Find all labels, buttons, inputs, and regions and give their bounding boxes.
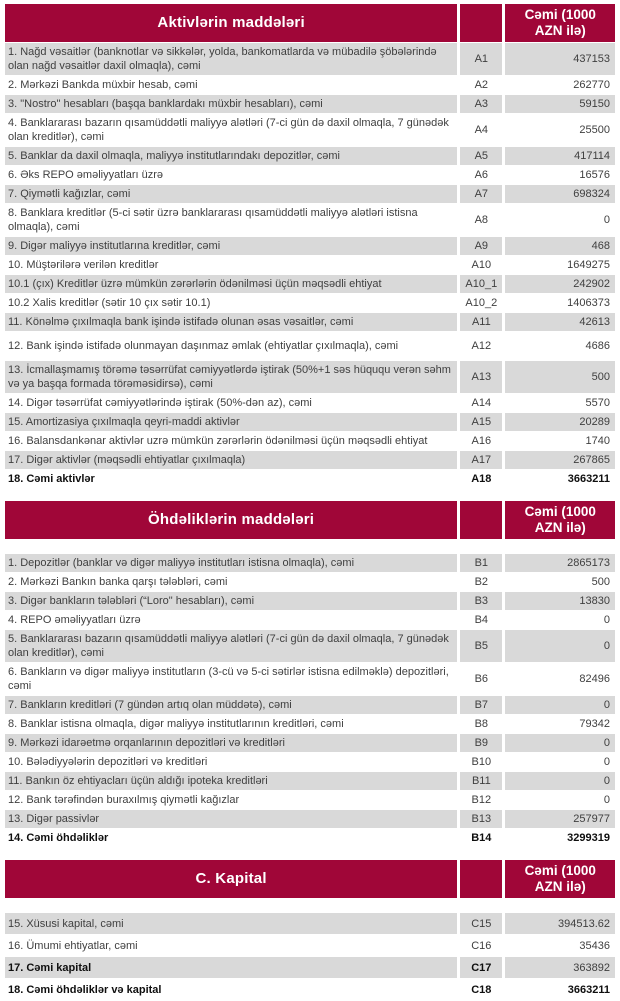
table-row [5, 114, 615, 146]
row-value: 1740 [505, 432, 615, 450]
section-table-liabilities [2, 500, 618, 848]
table-row [5, 275, 615, 293]
spacer-cell [460, 540, 502, 553]
row-value: 82496 [505, 663, 615, 695]
row-label: 4. Banklararası bazarın qısamüddətli maliyyə alətləri (7-ci gün də daxil olmaqla, 7 günədək olan kreditlər), cəmi [5, 114, 457, 146]
spacer-cell [505, 899, 615, 912]
row-label: 10. Müştərilərə verilən kreditlər [5, 256, 457, 274]
row-label: 18. Cəmi öhdəliklər və kapital [5, 979, 457, 1000]
row-value: 0 [505, 611, 615, 629]
row-code: A7 [460, 185, 502, 203]
row-code: B14 [460, 829, 502, 847]
table-row [5, 979, 615, 1000]
row-code: B3 [460, 592, 502, 610]
row-value: 242902 [505, 275, 615, 293]
row-label: 3. "Nostro" hesabları (başqa banklardakı müxbir hesabları), cəmi [5, 95, 457, 113]
row-label: 10.2 Xalis kreditlər (sətir 10 çıx sətir 10.1) [5, 294, 457, 312]
row-value: 0 [505, 753, 615, 771]
table-row [5, 237, 615, 255]
table-row [5, 772, 615, 790]
spacer-cell [460, 899, 502, 912]
row-code: A16 [460, 432, 502, 450]
row-value: 417114 [505, 147, 615, 165]
row-value: 79342 [505, 715, 615, 733]
row-code: A2 [460, 76, 502, 94]
unit-header: Cəmi (1000 AZN ilə) [505, 860, 615, 898]
row-label: 12. Bank işində istifadə olunmayan daşınmaz əmlak (ehtiyatlar çıxılmaqla), cəmi [5, 332, 457, 360]
row-code: B1 [460, 554, 502, 572]
section-header-row [5, 4, 615, 42]
table-row [5, 791, 615, 809]
row-value: 698324 [505, 185, 615, 203]
row-label: 6. Bankların və digər maliyyə institutların (3-cü və 5-ci sətirlər istisna edilməklə) depozitləri, cəmi [5, 663, 457, 695]
row-code: A3 [460, 95, 502, 113]
row-code: A10_2 [460, 294, 502, 312]
section-table-assets [2, 3, 618, 489]
row-value: 2865173 [505, 554, 615, 572]
row-label: 14. Cəmi öhdəliklər [5, 829, 457, 847]
row-label: 8. Banklara kreditlər (5-ci sətir üzrə banklararası qısamüddətli maliyyə alətləri istisna olmaqla), cəmi [5, 204, 457, 236]
row-code: A4 [460, 114, 502, 146]
row-value: 437153 [505, 43, 615, 75]
header-code-cell [460, 4, 502, 42]
table-row [5, 630, 615, 662]
table-row [5, 43, 615, 75]
table-row [5, 76, 615, 94]
row-code: B13 [460, 810, 502, 828]
row-value: 5570 [505, 394, 615, 412]
row-value: 500 [505, 573, 615, 591]
row-value: 59150 [505, 95, 615, 113]
row-value: 500 [505, 361, 615, 393]
row-code: B5 [460, 630, 502, 662]
row-label: 15. Xüsusi kapital, cəmi [5, 913, 457, 934]
row-code: A13 [460, 361, 502, 393]
unit-header: Cəmi (1000 AZN ilə) [505, 501, 615, 539]
row-value: 0 [505, 630, 615, 662]
table-row [5, 734, 615, 752]
table-row [5, 913, 615, 934]
row-label: 18. Cəmi aktivlər [5, 470, 457, 488]
row-label: 17. Cəmi kapital [5, 957, 457, 978]
row-label: 8. Banklar istisna olmaqla, digər maliyyə institutlarının kreditləri, cəmi [5, 715, 457, 733]
row-label: 12. Bank tərəfindən buraxılmış qiymətli kağızlar [5, 791, 457, 809]
table-row [5, 935, 615, 956]
row-value: 0 [505, 772, 615, 790]
section-title-capital: C. Kapital [5, 860, 457, 898]
report-sections [2, 3, 618, 1001]
table-row [5, 413, 615, 431]
table-row [5, 147, 615, 165]
row-code: A18 [460, 470, 502, 488]
row-label: 7. Bankların kreditləri (7 gündən artıq olan müddətə), cəmi [5, 696, 457, 714]
row-label: 5. Banklar da daxil olmaqla, maliyyə institutlarındakı depozitlər, cəmi [5, 147, 457, 165]
table-row [5, 715, 615, 733]
table-row [5, 166, 615, 184]
row-label: 14. Digər təsərrüfat cəmiyyətlərində iştirak (50%-dən az), cəmi [5, 394, 457, 412]
row-label: 13. İcmallaşmamış törəmə təsərrüfat cəmiyyətlərdə iştirak (50%+1 səs hüququ verən səhm və ya başqa formada törəməsidirsə), cəmi [5, 361, 457, 393]
unit-header: Cəmi (1000 AZN ilə) [505, 4, 615, 42]
row-code: A10 [460, 256, 502, 274]
spacer-cell [5, 899, 457, 912]
row-label: 15. Amortizasiya çıxılmaqla qeyri-maddi aktivlər [5, 413, 457, 431]
row-code: A8 [460, 204, 502, 236]
table-row [5, 451, 615, 469]
table-row [5, 294, 615, 312]
row-label: 16. Balansdankənar aktivlər uzrə mümkün zərərlərin ödənilməsi üçün məqsədli ehtiyat [5, 432, 457, 450]
table-row [5, 185, 615, 203]
row-code: A15 [460, 413, 502, 431]
table-row [5, 256, 615, 274]
header-code-cell [460, 501, 502, 539]
row-value: 4686 [505, 332, 615, 360]
row-code: B7 [460, 696, 502, 714]
row-value: 1649275 [505, 256, 615, 274]
table-row [5, 313, 615, 331]
table-row [5, 361, 615, 393]
table-row [5, 829, 615, 847]
row-label: 6. Əks REPO əməliyyatları üzrə [5, 166, 457, 184]
row-code: A12 [460, 332, 502, 360]
row-code: B10 [460, 753, 502, 771]
table-row [5, 957, 615, 978]
row-label: 17. Digər aktivlər (məqsədli ehtiyatlar çıxılmaqla) [5, 451, 457, 469]
row-code: B9 [460, 734, 502, 752]
row-code: A10_1 [460, 275, 502, 293]
row-value: 0 [505, 696, 615, 714]
row-code: B8 [460, 715, 502, 733]
row-label: 5. Banklararası bazarın qısamüddətli maliyyə alətləri (7-ci gün də daxil olmaqla, 7 günədək olan kreditlər), cəmi [5, 630, 457, 662]
row-code: A11 [460, 313, 502, 331]
row-label: 9. Digər maliyyə institutlarına kreditlər, cəmi [5, 237, 457, 255]
section-title-assets: Aktivlərin maddələri [5, 4, 457, 42]
spacer-cell [505, 540, 615, 553]
row-code: C15 [460, 913, 502, 934]
row-value: 267865 [505, 451, 615, 469]
spacer-row [5, 540, 615, 553]
table-row [5, 810, 615, 828]
row-label: 11. Könəlmə çıxılmaqla bank işində istifadə olunan əsas vəsaitlər, cəmi [5, 313, 457, 331]
table-row [5, 432, 615, 450]
row-code: B2 [460, 573, 502, 591]
table-row [5, 332, 615, 360]
row-value: 35436 [505, 935, 615, 956]
spacer-row [5, 899, 615, 912]
table-row [5, 394, 615, 412]
row-label: 10. Bələdiyyələrin depozitləri və kreditləri [5, 753, 457, 771]
row-code: A17 [460, 451, 502, 469]
table-row [5, 753, 615, 771]
row-value: 3663211 [505, 979, 615, 1000]
row-label: 10.1 (çıx) Kreditlər üzrə mümkün zərərlərin ödənilməsi üçün məqsədli ehtiyat [5, 275, 457, 293]
row-code: A5 [460, 147, 502, 165]
row-code: C18 [460, 979, 502, 1000]
row-code: A14 [460, 394, 502, 412]
row-value: 1406373 [505, 294, 615, 312]
table-row [5, 663, 615, 695]
row-value: 3299319 [505, 829, 615, 847]
row-code: A1 [460, 43, 502, 75]
row-code: B6 [460, 663, 502, 695]
row-value: 3663211 [505, 470, 615, 488]
table-row [5, 95, 615, 113]
row-value: 0 [505, 791, 615, 809]
table-row [5, 696, 615, 714]
row-value: 468 [505, 237, 615, 255]
row-value: 13830 [505, 592, 615, 610]
row-value: 262770 [505, 76, 615, 94]
row-label: 13. Digər passivlər [5, 810, 457, 828]
row-code: A9 [460, 237, 502, 255]
row-code: C16 [460, 935, 502, 956]
row-code: B11 [460, 772, 502, 790]
table-row [5, 611, 615, 629]
row-label: 16. Ümumi ehtiyatlar, cəmi [5, 935, 457, 956]
row-label: 1. Depozitlər (banklar və digər maliyyə institutları istisna olmaqla), cəmi [5, 554, 457, 572]
row-value: 0 [505, 734, 615, 752]
table-row [5, 554, 615, 572]
row-value: 25500 [505, 114, 615, 146]
row-label: 11. Bankın öz ehtiyacları üçün aldığı ipoteka kreditləri [5, 772, 457, 790]
row-value: 20289 [505, 413, 615, 431]
header-code-cell [460, 860, 502, 898]
section-table-capital [2, 859, 618, 1001]
table-row [5, 204, 615, 236]
table-row [5, 470, 615, 488]
row-code: B4 [460, 611, 502, 629]
section-header-row [5, 860, 615, 898]
row-code: A6 [460, 166, 502, 184]
row-label: 2. Mərkəzi Bankın banka qarşı tələbləri, cəmi [5, 573, 457, 591]
section-title-liabilities: Öhdəliklərin maddələri [5, 501, 457, 539]
row-label: 9. Mərkəzi idarəetmə orqanlarının depozitləri və kreditləri [5, 734, 457, 752]
row-value: 394513.62 [505, 913, 615, 934]
row-label: 4. REPO əməliyyatları üzrə [5, 611, 457, 629]
row-code: B12 [460, 791, 502, 809]
row-label: 2. Mərkəzi Bankda müxbir hesab, cəmi [5, 76, 457, 94]
spacer-cell [5, 540, 457, 553]
row-value: 16576 [505, 166, 615, 184]
section-header-row [5, 501, 615, 539]
table-row [5, 592, 615, 610]
row-value: 0 [505, 204, 615, 236]
row-code: C17 [460, 957, 502, 978]
row-label: 7. Qiymətli kağızlar, cəmi [5, 185, 457, 203]
row-value: 257977 [505, 810, 615, 828]
table-row [5, 573, 615, 591]
row-value: 363892 [505, 957, 615, 978]
row-label: 3. Digər bankların tələbləri (“Loro" hesabları), cəmi [5, 592, 457, 610]
row-value: 42613 [505, 313, 615, 331]
row-label: 1. Nağd vəsaitlər (banknotlar və sikkələr, yolda, bankomatlarda və mübadilə şöbələrində olan nağd vəsaitlər daxil olmaqla), cəmi [5, 43, 457, 75]
